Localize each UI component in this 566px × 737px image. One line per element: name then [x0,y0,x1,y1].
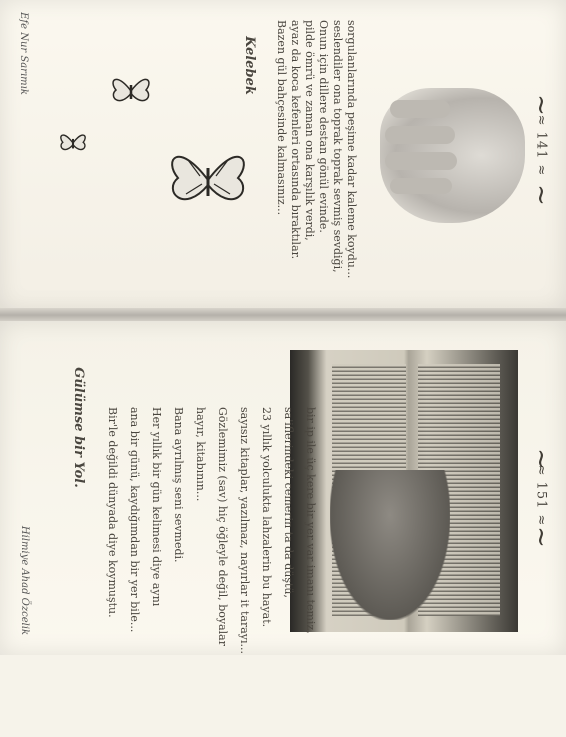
page-number: ≈ 141 ≈ [533,114,549,177]
poem-line: Bana ayrılmış seni sevmedi. [172,407,185,563]
poem-title: Kelebek [241,36,257,95]
poem-line: bir ip ile üç kere bir yer var imanı temiz, [304,407,317,634]
poem-line: ana bir günü, kaydığımdan bir yer bile... [128,407,141,633]
poem-line: sa'iflerindeki cemerin ta da düştü, [282,407,295,598]
butterfly-icon [158,130,258,230]
butterfly-icon [106,66,156,116]
poem-line: sayısız kitaplar, yazılmaz, nayırlar it tarayı... [238,407,251,655]
poem-line: sorgulanlarında peşime kadar kaleme koydu... [345,20,358,279]
poem-line: ayaz da koca kefenleri ortasında bıraktılar. [289,20,302,260]
poem-line: Gözlemimiz (sav) hiç öğleyle değil, boyalar [216,407,229,647]
butterfly-icon [56,126,90,160]
signature: Hilmiye Ahad Özcelik [19,525,31,636]
poem-text [274,20,358,320]
poem-text [101,407,321,737]
hand-on-book [330,470,450,620]
curl-ornament: ~ [525,448,556,470]
page-number: ≈ 151 ≈ [533,464,549,527]
poem-line: seslendiler ona toprak toprak sevmiş sevdiği, [331,20,344,273]
poem-title: Gülümse bir Yol. [70,367,86,488]
poem-line: 23 yıllık yolculukta lahzalerin bu hayat. [260,407,273,628]
poem-line: hayır, kitabının... [194,407,207,502]
curl-ornament: ~ [525,184,556,206]
poem-line: Her yıllık bir gün kelimesi diye aynı [150,407,163,607]
poem-line: pilde ömrü ve zaman ona karşılık verdi, [303,20,316,241]
left-book-page [0,0,566,311]
curl-ornament: ~ [525,526,556,548]
poem-line: Bazen gül bahçesinde kalmasınız... [275,20,288,216]
hand-photo [380,88,525,223]
poem-line: Onun için dillere destan gönül evinde. [317,20,330,233]
poem-line: Bir'le değildi dünyada diye koymuştu. [106,407,119,618]
curl-ornament: ~ [525,94,556,116]
signature: Efe Nur Sarımık [17,12,29,95]
